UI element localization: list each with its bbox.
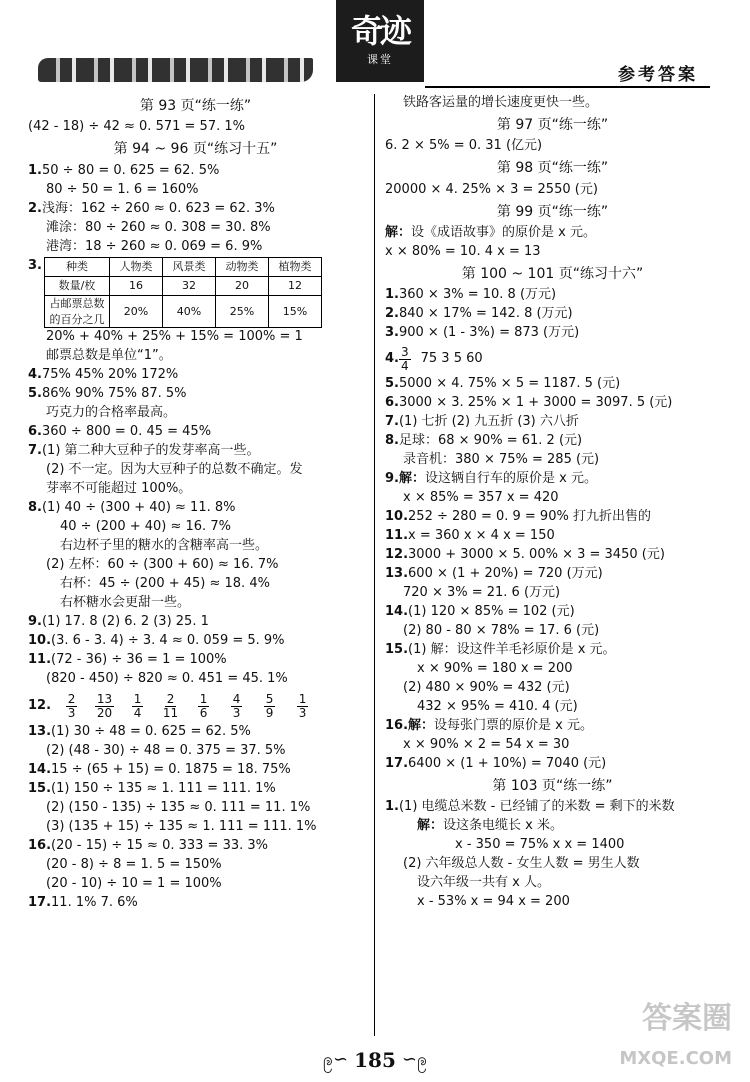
answer-line: 右杯：45 ÷ (200 + 45) ≈ 18. 4%: [60, 576, 270, 592]
answer-line: [28, 162, 363, 181]
answer-text: (1) 17. 8 (2) 6. 2 (3) 25. 1: [41, 614, 209, 630]
answer-text: (1) 电缆总米数 - 已经铺了的米数 = 剩下的米数: [398, 799, 675, 815]
watermark-url: MXQE.COM: [619, 1048, 732, 1069]
denominator: 6: [199, 705, 208, 720]
denominator: 4: [400, 358, 409, 373]
table-cell: 种类: [44, 257, 109, 276]
answer-line: (2) (48 - 30) ÷ 48 = 0. 375 = 37. 5%: [46, 743, 286, 759]
series-logo: [336, 0, 424, 82]
section-title: 第 99 页“练一练”: [496, 203, 609, 220]
table-cell: 32: [162, 276, 215, 295]
section-title: 第 93 页“练一练”: [139, 98, 252, 114]
table-cell: 20%: [109, 295, 162, 328]
question-number: 1.: [385, 799, 399, 815]
question-number: 6.: [385, 395, 399, 411]
denominator: 3: [298, 705, 307, 720]
answer-line: [28, 200, 363, 219]
answer-line: [28, 837, 363, 856]
question-number: 16.: [385, 718, 409, 734]
header-rule: [425, 86, 710, 88]
question-number: 11.: [28, 652, 52, 668]
denominator: 20: [96, 705, 113, 720]
answer-line: [28, 442, 363, 461]
question-number: 1.: [385, 287, 399, 303]
answer-line: [385, 324, 720, 343]
answer-line: 80 ÷ 50 = 1. 6 = 160%: [46, 181, 199, 197]
page-number: 185: [354, 1048, 396, 1072]
answer-text: 86% 90% 75% 87. 5%: [41, 386, 187, 402]
fraction: [187, 693, 220, 720]
answer-line: [385, 375, 720, 394]
answer-line: [385, 413, 720, 432]
answer-line: [28, 366, 363, 385]
question-number: 8.: [28, 500, 42, 516]
table-cell: 40%: [162, 295, 215, 328]
answer-line: [385, 527, 720, 546]
answer-text: (1) 解：设这件羊毛衫原价是 x 元。: [408, 642, 616, 658]
answer-line: (3) (135 + 15) ÷ 135 ≈ 1. 111 = 111. 1%: [46, 819, 317, 835]
answer-line: (2) 六年级总人数 - 女生人数 = 男生人数: [403, 856, 640, 872]
answer-line: 右杯糖水会更甜一些。: [60, 595, 191, 611]
header-title: 参考答案: [618, 65, 698, 85]
answer-line: [28, 499, 363, 518]
answer-text: 设《成语故事》的原价是 x 元。: [411, 224, 596, 240]
solution-label: 解：: [385, 224, 412, 240]
table-cell: 动物类: [215, 257, 268, 276]
question-number: 10.: [28, 633, 52, 649]
table-cell: 人物类: [109, 257, 162, 276]
answer-line: [385, 224, 720, 243]
answer-line: x × 90% = 180 x = 200: [417, 661, 573, 677]
question-number: 1.: [28, 162, 42, 178]
fraction: [286, 693, 319, 720]
numerator: 13: [96, 691, 113, 706]
left-column: [28, 94, 363, 913]
answer-line: 滩涂：80 ÷ 260 ≈ 0. 308 = 30. 8%: [46, 219, 271, 235]
answer-text: 900 × (1 - 3%) = 873 (万元): [398, 325, 580, 341]
numerator: 2: [67, 691, 76, 706]
numerator: 4: [232, 691, 241, 706]
answer-line: (2) 80 - 80 × 78% = 17. 6 (元): [403, 623, 600, 639]
numerator: 2: [166, 691, 175, 706]
solution-label: 解：: [417, 818, 444, 834]
numerator: 3: [400, 344, 409, 359]
fraction: [55, 693, 88, 720]
column-divider: [374, 94, 375, 1036]
question-number: 17.: [385, 756, 409, 772]
answer-text: 足球：68 × 90% = 61. 2 (元): [398, 433, 583, 449]
table-cell: 16: [109, 276, 162, 295]
question-number: 9.: [385, 471, 399, 487]
table-cell: 15%: [268, 295, 321, 328]
answer-text: 3000 × 3. 25% × 1 + 3000 = 3097. 5 (元): [398, 395, 673, 411]
fraction: [399, 346, 411, 373]
right-column: [385, 94, 720, 912]
logo-main-text: 奇迹: [350, 12, 409, 50]
question-number: 15.: [28, 781, 52, 797]
answer-line: x - 53% x = 94 x = 200: [417, 894, 570, 910]
answer-line: [385, 717, 720, 736]
section-title: 第 98 页“练一练”: [496, 160, 609, 177]
section-title: 第 94 ~ 96 页“练习十五”: [113, 141, 278, 158]
denominator: 11: [162, 705, 179, 720]
answer-text: (1) 七折 (2) 九五折 (3) 六八折: [398, 414, 579, 430]
solution-label: 解：: [398, 471, 425, 487]
answer-line: x × 90% × 2 = 54 x = 30: [403, 737, 570, 753]
question-number: 7.: [28, 443, 42, 459]
section-title: 第 103 页“练一练”: [492, 778, 613, 795]
table-cell: 植物类: [268, 257, 321, 276]
answer-line: [385, 603, 720, 622]
answer-line: 铁路客运量的增长速度更快一些。: [403, 95, 599, 110]
answer-line: [28, 780, 363, 799]
table-cell: 数量/枚: [44, 276, 109, 295]
answer-line: [28, 651, 363, 670]
answer-line: [385, 432, 720, 451]
question-number: 13.: [28, 724, 52, 740]
question-number: 3.: [385, 325, 399, 341]
fraction: [154, 693, 187, 720]
answer-line: 巧克力的合格率最高。: [46, 405, 177, 421]
answer-line: [28, 632, 363, 651]
swirl-ornament-icon: ∽ဨ: [401, 1048, 428, 1070]
question-number: 2.: [385, 306, 399, 322]
denominator: 3: [67, 705, 76, 720]
denominator: 4: [133, 705, 142, 720]
question-number: 13.: [385, 566, 409, 582]
answer-text: 设这辆自行车的原价是 x 元。: [425, 471, 597, 487]
answer-line: (20 - 8) ÷ 8 = 1. 5 = 150%: [46, 857, 222, 873]
answer-line: x × 85% = 357 x = 420: [403, 490, 559, 506]
answer-text: (1) 150 ÷ 135 ≈ 1. 111 = 111. 1%: [51, 781, 276, 797]
question-number: 9.: [28, 614, 42, 630]
answer-line: [385, 286, 720, 305]
answer-line: [385, 565, 720, 584]
answer-text: 11. 1% 7. 6%: [51, 895, 138, 911]
answer-line: (42 - 18) ÷ 42 ≈ 0. 571 = 57. 1%: [28, 119, 245, 135]
answer-text: 3000 + 3000 × 5. 00% × 3 = 3450 (元): [408, 547, 665, 563]
answer-line: [385, 470, 720, 489]
answer-text: 设每张门票的原价是 x 元。: [434, 718, 594, 734]
section-title: 第 97 页“练一练”: [496, 117, 609, 133]
answer-text: (1) 第二种大豆种子的发芽率高一些。: [41, 443, 260, 459]
question-number: 7.: [385, 414, 399, 430]
stamp-table: [44, 257, 322, 329]
answer-line: [385, 798, 720, 817]
question-number: 4.: [385, 350, 399, 366]
answer-line: 设六年级一共有 x 人。: [417, 875, 550, 891]
answer-text: 75 3 5 60: [420, 350, 483, 366]
answer-line: [385, 641, 720, 660]
denominator: 9: [265, 705, 274, 720]
answer-line: (2) 480 × 90% = 432 (元): [403, 680, 570, 696]
answer-line: 右边杯子里的糖水的含糖率高一些。: [60, 538, 269, 554]
answer-text: 6400 × (1 + 10%) = 7040 (元): [408, 756, 607, 772]
answer-line: 720 × 3% = 21. 6 (万元): [403, 585, 561, 601]
answer-line: [385, 343, 720, 375]
answer-text: 360 ÷ 800 = 0. 45 = 45%: [41, 424, 212, 440]
question-number: 14.: [385, 604, 409, 620]
answer-text: 840 × 17% = 142. 8 (万元): [398, 306, 573, 322]
answer-text: (20 - 15) ÷ 15 ≈ 0. 333 = 33. 3%: [51, 838, 269, 854]
table-cell: [44, 295, 109, 328]
answer-text: x = 360 x × 4 x = 150: [408, 528, 555, 544]
question-number: 3.: [28, 257, 42, 273]
fraction: [88, 693, 121, 720]
numerator: 1: [133, 691, 142, 706]
answer-line: 20000 × 4. 25% × 3 = 2550 (元): [385, 181, 598, 197]
answer-text: 360 × 3% = 10. 8 (万元): [398, 287, 557, 303]
answer-line: 20% + 40% + 25% + 15% = 100% = 1: [46, 329, 303, 345]
answer-line: (20 - 10) ÷ 10 = 1 = 100%: [46, 876, 222, 892]
swirl-ornament-icon: ဨ∽: [322, 1048, 349, 1070]
fraction-row: [28, 689, 363, 723]
fraction: [121, 693, 154, 720]
answer-line: 芽率不可能超过 100%。: [46, 481, 192, 497]
answer-text: 15 ÷ (65 + 15) = 0. 1875 = 18. 75%: [51, 762, 291, 778]
answer-line: [385, 305, 720, 324]
answer-line: (2) (150 - 135) ÷ 135 ≈ 0. 111 = 11. 1%: [46, 800, 311, 816]
table-cell: 12: [268, 276, 321, 295]
answer-text: 50 ÷ 80 = 0. 625 = 62. 5%: [41, 162, 220, 178]
question-number: 17.: [28, 895, 52, 911]
question-number: 5.: [385, 376, 399, 392]
answer-text: 设这条电缆长 x 米。: [443, 818, 563, 834]
question-number: 5.: [28, 386, 42, 402]
answer-table-block: [28, 257, 363, 329]
answer-text: 75% 45% 20% 172%: [41, 367, 179, 383]
answer-line: [28, 423, 363, 442]
answer-line: [385, 508, 720, 527]
logo-sub-text: 课堂: [367, 53, 393, 66]
answer-text: 浅海：162 ÷ 260 ≈ 0. 623 = 62. 3%: [41, 200, 275, 216]
answer-text: 5000 × 4. 75% × 5 = 1187. 5 (元): [398, 376, 621, 392]
page-header: [0, 0, 750, 92]
answer-line: [28, 613, 363, 632]
table-cell: 25%: [215, 295, 268, 328]
question-number: 14.: [28, 762, 52, 778]
answer-line: [28, 894, 363, 913]
question-number: 15.: [385, 642, 409, 658]
solution-label: 解：: [408, 718, 435, 734]
answer-line: (820 - 450) ÷ 820 ≈ 0. 451 = 45. 1%: [46, 671, 288, 687]
question-number: 6.: [28, 424, 42, 440]
question-number: 11.: [385, 528, 409, 544]
answer-text: (72 - 36) ÷ 36 = 1 = 100%: [51, 652, 227, 668]
answer-line: [28, 385, 363, 404]
answer-line: [28, 761, 363, 780]
answer-line: x × 80% = 10. 4 x = 13: [385, 243, 541, 259]
answer-line: [385, 817, 720, 836]
question-number: 8.: [385, 433, 399, 449]
answer-line: [385, 394, 720, 413]
question-number: 12.: [385, 547, 409, 563]
answer-line: 40 ÷ (200 + 40) ≈ 16. 7%: [60, 519, 231, 535]
answer-text: 252 ÷ 280 = 0. 9 = 90% 打九折出售的: [408, 509, 651, 525]
answer-line: [385, 546, 720, 565]
answer-text: (1) 120 × 85% = 102 (元): [408, 604, 575, 620]
answer-line: 港湾：18 ÷ 260 ≈ 0. 069 = 6. 9%: [46, 238, 263, 254]
numerator: 1: [199, 691, 208, 706]
table-cell-line: 的百分之几: [49, 312, 105, 326]
answer-line: 邮票总数是单位“1”。: [46, 348, 172, 364]
answer-line: (2) 左杯：60 ÷ (300 + 60) ≈ 16. 7%: [46, 557, 279, 573]
numerator: 1: [298, 691, 307, 706]
table-cell: 20: [215, 276, 268, 295]
question-number: 4.: [28, 367, 42, 383]
watermark-logo: 答案圈: [642, 1001, 732, 1036]
answer-line: 432 × 95% = 410. 4 (元): [417, 699, 578, 715]
question-number: 2.: [28, 200, 42, 216]
numerator: 5: [265, 691, 274, 706]
question-number: 16.: [28, 838, 52, 854]
answer-line: [385, 755, 720, 774]
answer-line: 录音机：380 × 75% = 285 (元): [403, 452, 600, 468]
denominator: 3: [232, 705, 241, 720]
answer-line: 6. 2 × 5% = 0. 31 (亿元): [385, 138, 543, 154]
answer-text: (1) 30 ÷ 48 = 0. 625 = 62. 5%: [51, 724, 251, 740]
answer-line: (2) 不一定。因为大豆种子的总数不确定。发: [46, 462, 303, 478]
section-title: 第 100 ~ 101 页“练习十六”: [461, 265, 644, 282]
decorative-brush-banner: [38, 58, 313, 82]
answer-line: [28, 723, 363, 742]
fraction: [220, 693, 253, 720]
answer-text: 600 × (1 + 20%) = 720 (万元): [408, 566, 603, 582]
answer-line: x - 350 = 75% x x = 1400: [455, 837, 625, 853]
question-number: 12.: [28, 698, 52, 714]
question-number: 10.: [385, 509, 409, 525]
answer-text: (1) 40 ÷ (300 + 40) ≈ 11. 8%: [41, 500, 236, 516]
table-cell: 风景类: [162, 257, 215, 276]
answer-text: (3. 6 - 3. 4) ÷ 3. 4 ≈ 0. 059 = 5. 9%: [51, 633, 285, 649]
fraction: [253, 693, 286, 720]
table-cell-line: 占邮票总数: [49, 296, 105, 310]
